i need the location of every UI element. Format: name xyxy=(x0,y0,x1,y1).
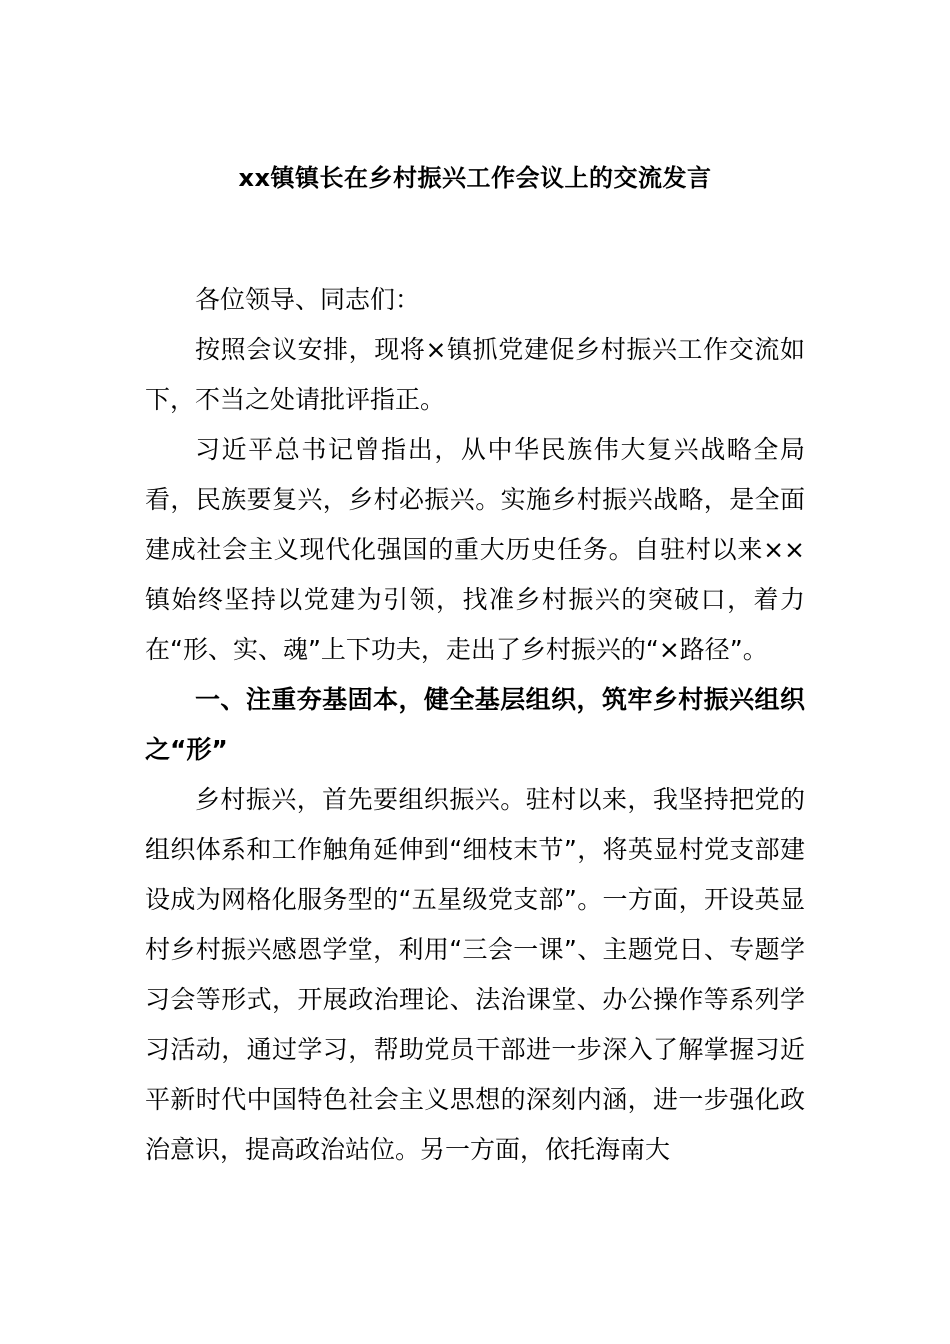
greeting-paragraph: 各位领导、同志们： xyxy=(195,285,421,314)
document-title: xx镇镇长在乡村振兴工作会议上的交流发言 xyxy=(238,164,712,192)
background-paragraph: 习近平总书记曾指出，从中华民族伟大复兴战略全局看，民族要复兴，乡村必振兴。实施乡村振兴战略，是全面建成社会主义现代化强国的重大历史任务。自驻村以来××镇始终坚持以党建为引领，找准乡村振兴的突破口，着力在“形、实、魂”上下功夫，走出了乡村振兴的“×路径”。 xyxy=(145,435,805,664)
document-body xyxy=(145,275,805,1175)
section-1-paragraph: 乡村振兴，首先要组织振兴。驻村以来，我坚持把党的组织体系和工作触角延伸到“细枝末节”，将英显村党支部建设成为网格化服务型的“五星级党支部”。一方面，开设英显村乡村振兴感恩学堂，利用“三会一课”、主题党日、专题学习会等形式，开展政治理论、法治课堂、办公操作等系列学习活动，通过学习，帮助党员干部进一步深入了解掌握习近平新时代中国特色社会主义思想的深刻内涵，进一步强化政治意识，提高政治站位。另一方面，依托海南大 xyxy=(145,785,805,1164)
section-heading-1: 一、注重夯基固本，健全基层组织，筑牢乡村振兴组织之“形” xyxy=(145,685,805,764)
intro-paragraph: 按照会议安排，现将×镇抓党建促乡村振兴工作交流如下，不当之处请批评指正。 xyxy=(145,335,805,414)
